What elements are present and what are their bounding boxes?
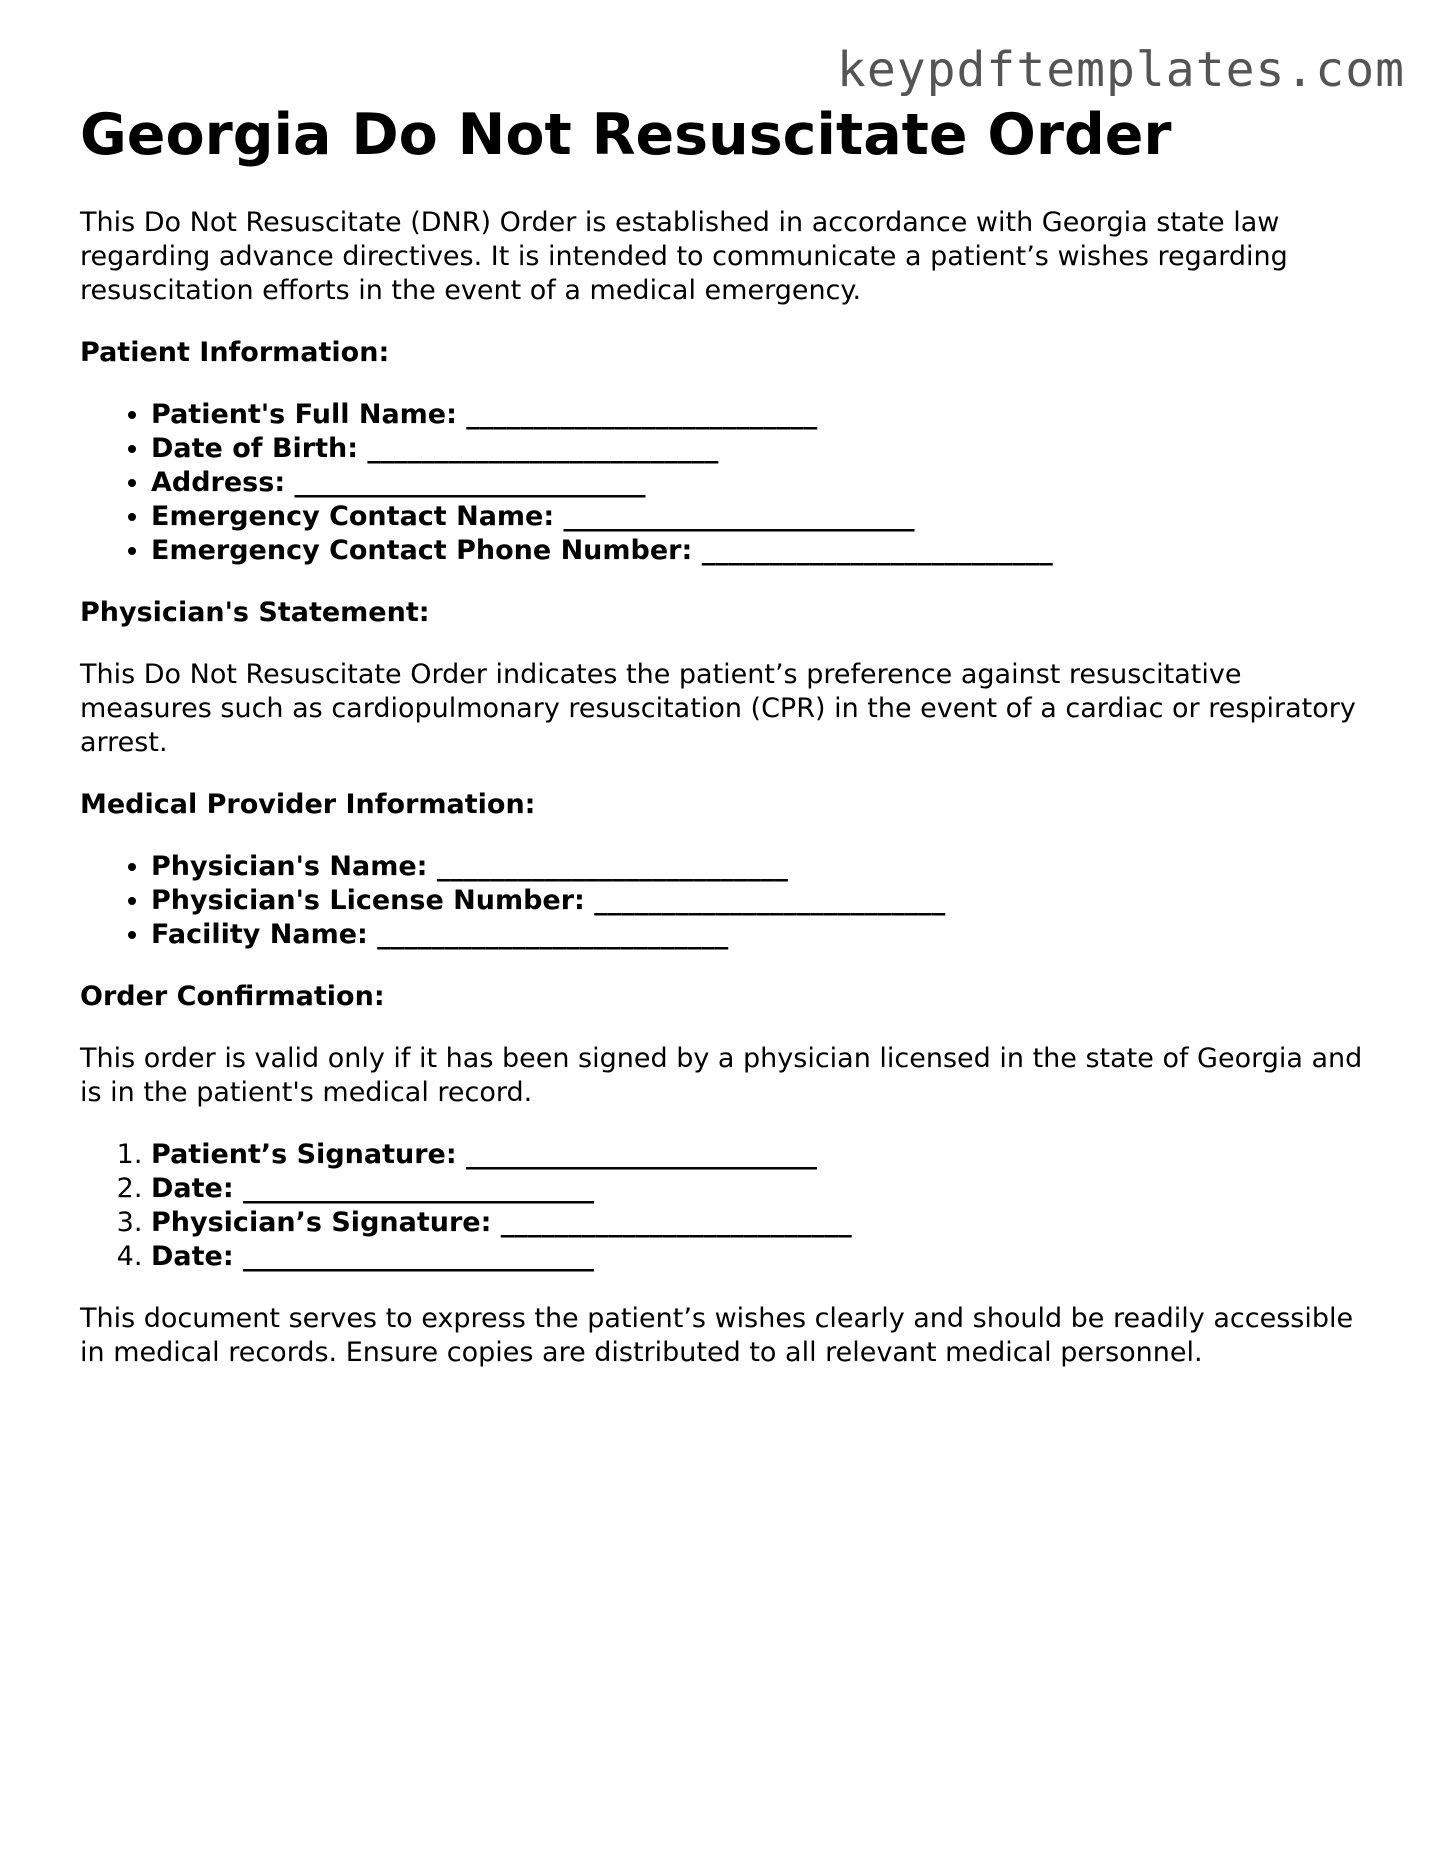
intro-paragraph: This Do Not Resuscitate (DNR) Order is established in accordance with Georgia state law regarding advance directives. It is intended to communicate a patient’s wishes regarding resuscitation efforts in the event of a medical emergency.: [80, 207, 1288, 306]
facility-name-field: • Facility Name: __________________________: [151, 918, 1380, 952]
signature-list: [80, 1138, 1380, 1274]
physician-date-field: [151, 1240, 1380, 1274]
provider-info-list: [80, 850, 1380, 952]
document-page: [80, 100, 1380, 1370]
order-confirmation-text: This order is valid only if it has been signed by a physician licensed in the state of Georgia and is in the patient's medical record.: [80, 1043, 1363, 1108]
patient-date-label: Date: __________________________: [151, 1173, 595, 1204]
physician-name-field: • Physician's Name: __________________________: [151, 850, 1380, 884]
physician-signature-field: [151, 1206, 1380, 1240]
order-confirmation-heading: Order Confirmation:: [80, 981, 385, 1012]
patient-signature-label: Patient’s Signature: __________________________: [151, 1139, 818, 1170]
emergency-contact-name-field: • Emergency Contact Name: __________________________: [151, 500, 1380, 534]
physician-statement-heading: Physician's Statement:: [80, 597, 430, 628]
patient-info-heading: Patient Information:: [80, 337, 390, 368]
watermark: keypdftemplates.com: [836, 42, 1405, 98]
emergency-contact-phone-field: • Emergency Contact Phone Number: __________________________: [151, 534, 1380, 568]
provider-info-heading: Medical Provider Information:: [80, 789, 536, 820]
date-of-birth-field: • Date of Birth: __________________________: [151, 432, 1380, 466]
closing-paragraph: This document serves to express the patient’s wishes clearly and should be readily accessible in medical records. Ensure copies are distributed to all relevant medical personnel.: [80, 1303, 1354, 1368]
address-field: • Address: __________________________: [151, 466, 1380, 500]
patient-date-field: [151, 1172, 1380, 1206]
patient-info-list: [80, 398, 1380, 568]
patient-signature-field: [151, 1138, 1380, 1172]
physician-signature-label: Physician’s Signature: __________________________: [151, 1207, 852, 1238]
physician-license-field: • Physician's License Number: __________________________: [151, 884, 1380, 918]
physician-date-label: Date: __________________________: [151, 1241, 595, 1272]
physician-statement-text: This Do Not Resuscitate Order indicates the patient’s preference against resuscitative measures such as cardiopulmonary resuscitation (CPR) in the event of a cardiac or respiratory arrest.: [80, 659, 1356, 758]
patient-full-name-field: • Patient's Full Name: __________________________: [151, 398, 1380, 432]
document-title: Georgia Do Not Resuscitate Order: [80, 102, 1172, 168]
